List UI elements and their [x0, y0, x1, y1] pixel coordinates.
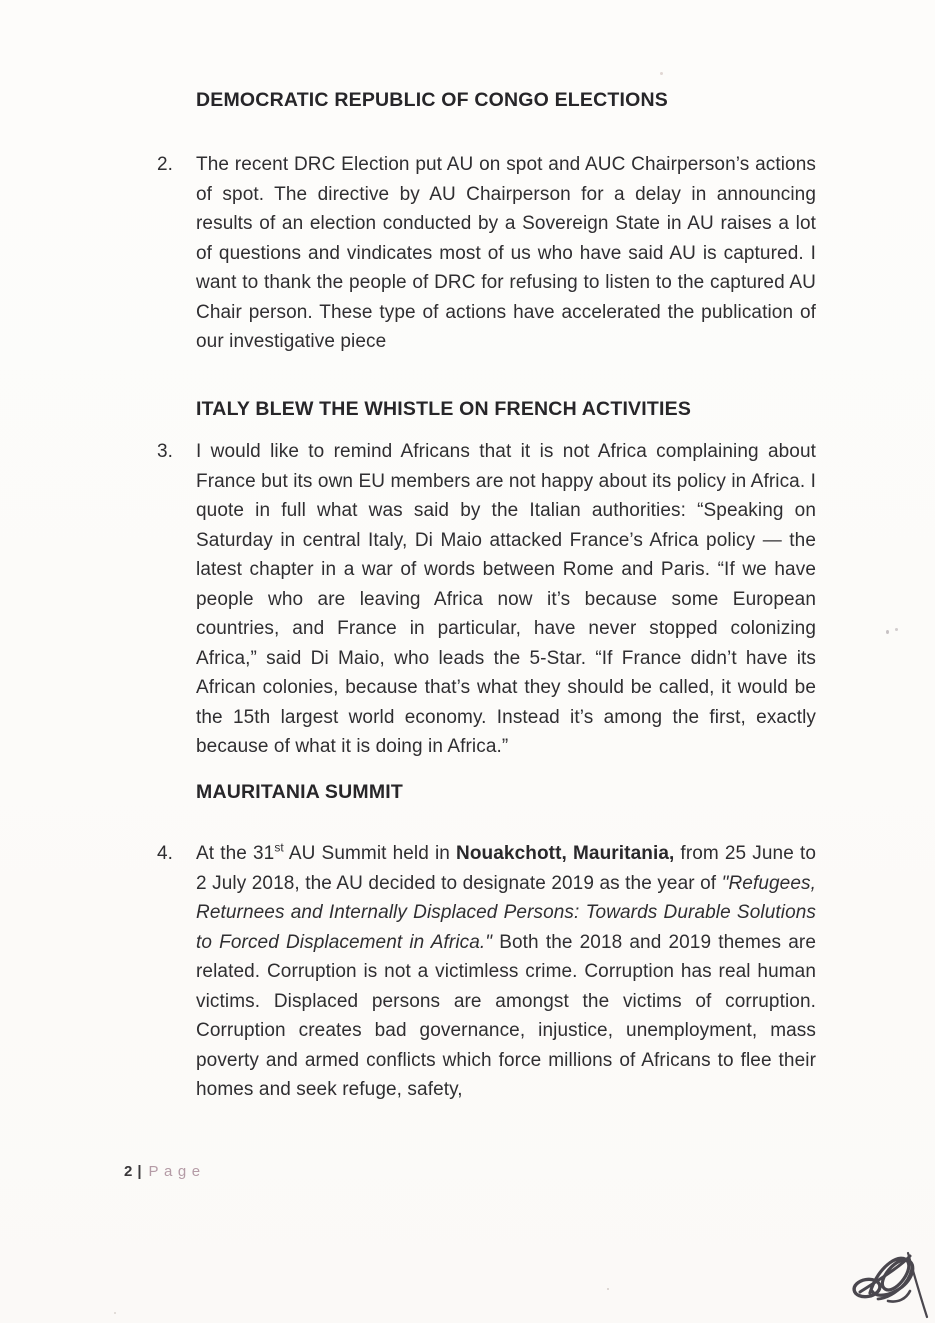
scan-speckle: [886, 630, 889, 634]
section-heading-mauritania-summit: MAURITANIA SUMMIT: [196, 781, 404, 803]
paragraph-drc-elections: [196, 150, 816, 357]
paragraph-text: The recent DRC Election put AU on spot and AUC Chairperson’s actions of spot. The directive by AU Chairperson for a delay in announcing results of an election conducted by a Sovereign State in AU raises a lot of questions and vindicates most of us who have said AU is captured. I want to thank the people of DRC for refusing to listen to the captured AU Chair person. These type of actions have accelerated the publication of our investigative piece: [196, 154, 816, 352]
paragraph-text: I would like to remind Africans that it is not Africa complaining about France but its own EU members are not happy about its policy in Africa. I quote in full what was said by the Italian authorities: “Speaking on Saturday in central Italy, Di Maio attacked France’s Africa policy — the latest chapter in a war of words between Rome and Paris. “If we have people who are leaving Africa now it’s because some European countries, and France in particular, have never stopped colonizing Africa,” said Di Maio, who leads the 5-Star. “If France didn’t have its African colonies, because that’s what they should be called, it would be the 15th largest world economy. Instead it’s among the first, exactly because of what it is doing in Africa.”: [196, 441, 816, 757]
footer-separator: |: [137, 1163, 142, 1180]
signature-scribble-icon: [848, 1243, 935, 1323]
list-number-3: 3.: [157, 441, 173, 462]
scan-speckle: [660, 72, 663, 75]
ordinal-superscript: st: [274, 840, 284, 855]
paragraph-text: from 25 June to 2 July 2018, the AU decided to designate 2019 as the year of: [196, 843, 816, 894]
paragraph-text: At the 31: [196, 843, 275, 864]
section-heading-italy-whistle: ITALY BLEW THE WHISTLE ON FRENCH ACTIVITIES: [196, 398, 692, 420]
italic-theme-title: "Refugees, Returnees and Internally Displaced Persons: Towards Durable Solutions to Forced Displacement in Africa.": [196, 872, 816, 953]
list-number-2: 2.: [157, 154, 173, 175]
paragraph-italy-whistle: [196, 437, 816, 762]
scan-speckle: [895, 628, 898, 631]
page-footer: [124, 1163, 206, 1180]
bold-summit-location: Nouakchott, Mauritania,: [456, 843, 675, 864]
scan-speckle: [607, 1288, 609, 1290]
footer-page-label: Page: [148, 1163, 206, 1180]
paragraph-text: Both the 2018 and 2019 themes are related. Corruption is not a victimless crime. Corruption has real human victims. Displaced persons are amongst the victims of corruption. Corruption creates bad governance, injustice, unemployment, mass poverty and armed conflicts which force millions of Africans to flee their homes and seek refuge, safety,: [196, 931, 816, 1100]
paragraph-text: AU Summit held in: [283, 843, 457, 864]
scan-speckle: [114, 1312, 116, 1314]
paragraph-mauritania-summit: [196, 839, 816, 1105]
section-heading-drc-elections: DEMOCRATIC REPUBLIC OF CONGO ELECTIONS: [196, 89, 668, 111]
list-number-4: 4.: [157, 843, 173, 864]
page-number: 2: [124, 1163, 133, 1180]
